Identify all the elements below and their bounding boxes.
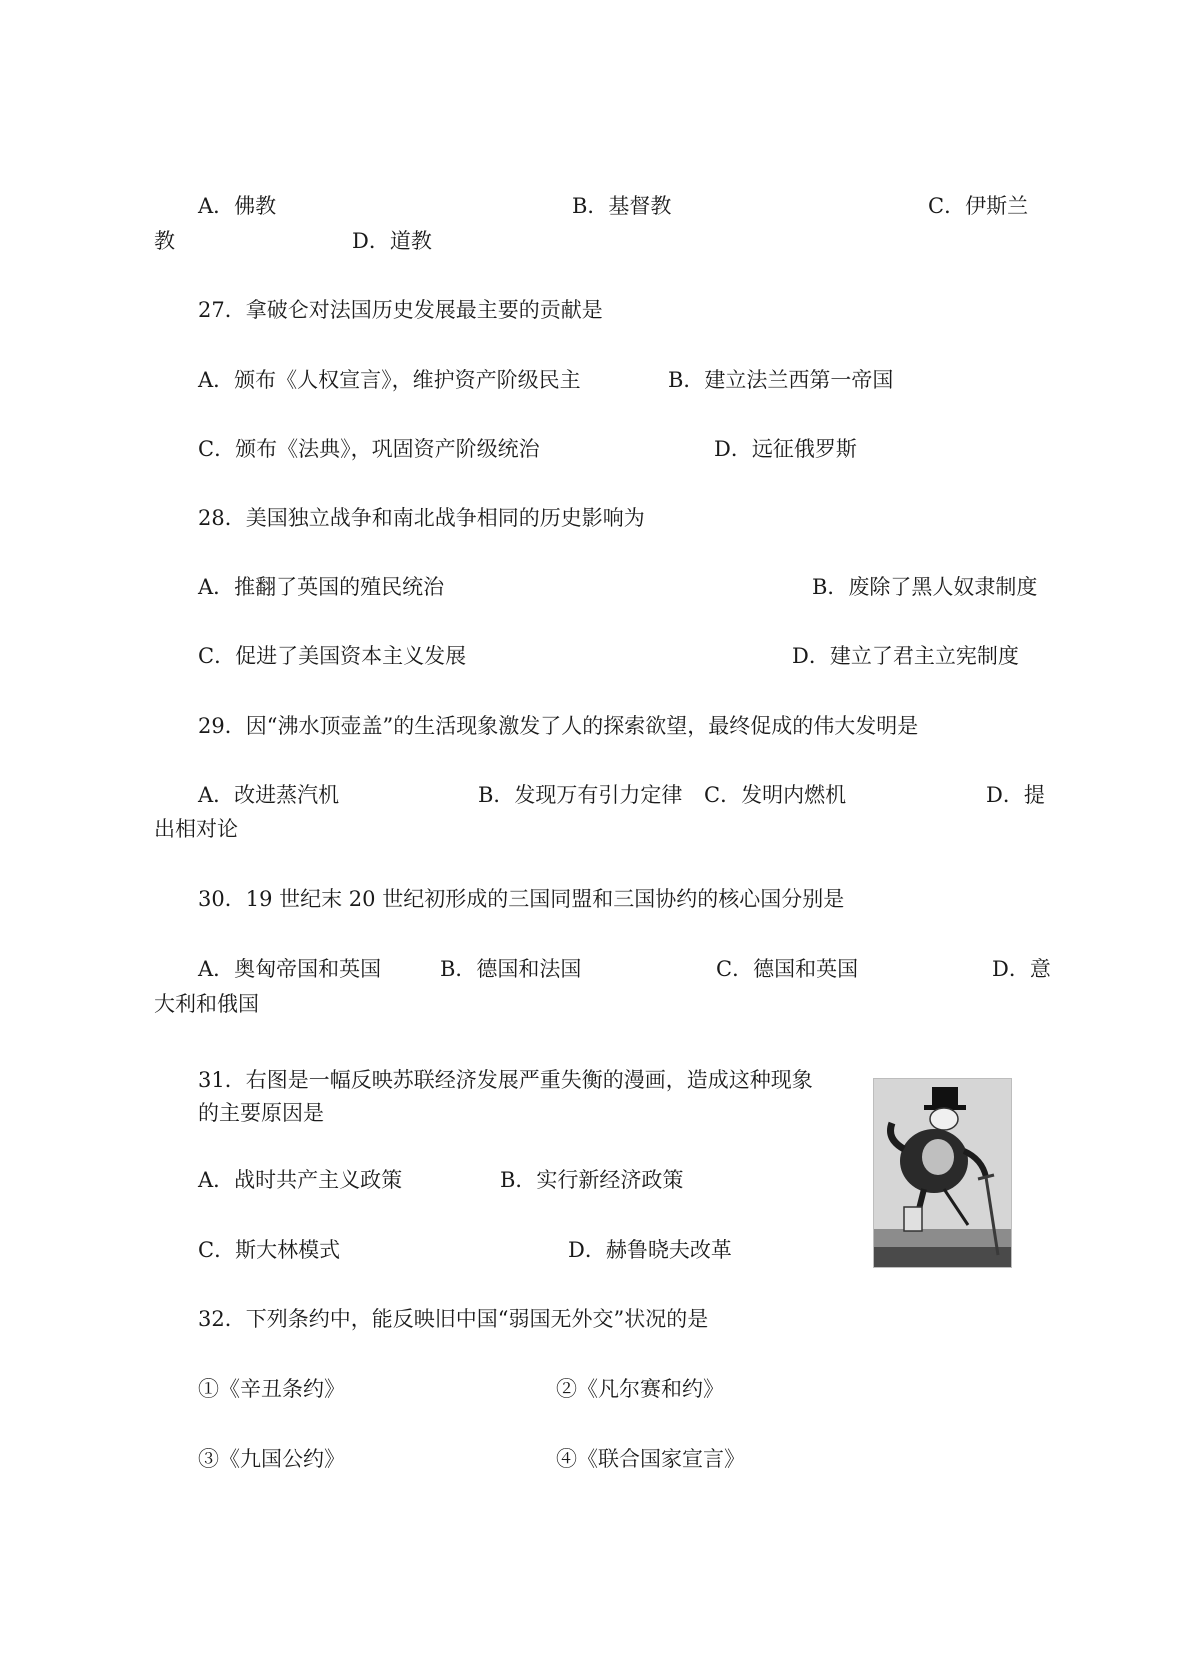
q31-option-a: A．战时共产主义政策 xyxy=(198,1168,403,1192)
q28-option-d: D．建立了君主立宪制度 xyxy=(792,644,1019,668)
q30-option-b: B．德国和法国 xyxy=(440,957,582,981)
q27-stem: 27．拿破仑对法国历史发展最主要的贡献是 xyxy=(198,298,603,322)
q27-option-a: A．颁布《人权宣言》，维护资产阶级民主 xyxy=(198,368,581,392)
q32-item-4: ④《联合国家宣言》 xyxy=(556,1447,745,1471)
q29-option-d-continuation: 出相对论 xyxy=(154,817,238,841)
q31-stem-line-2: 的主要原因是 xyxy=(198,1101,324,1125)
q26-option-c: C．伊斯兰 xyxy=(928,194,1029,218)
q26-option-d: D．道教 xyxy=(352,229,432,253)
q31-stem-line-1: 31．右图是一幅反映苏联经济发展严重失衡的漫画，造成这种现象 xyxy=(198,1068,813,1092)
q26-option-c-continuation: 教 xyxy=(154,229,175,253)
q28-stem: 28．美国独立战争和南北战争相同的历史影响为 xyxy=(198,506,645,530)
q30-option-c: C．德国和英国 xyxy=(716,957,859,981)
q31-option-c: C．斯大林模式 xyxy=(198,1238,341,1262)
q32-stem: 32．下列条约中，能反映旧中国“弱国无外交”状况的是 xyxy=(198,1307,709,1331)
q29-stem: 29．因“沸水顶壶盖”的生活现象激发了人的探索欲望，最终促成的伟大发明是 xyxy=(198,714,919,738)
q30-option-d-continuation: 大利和俄国 xyxy=(154,992,259,1016)
q31-option-d: D．赫鲁晓夫改革 xyxy=(568,1238,732,1262)
q28-option-c: C．促进了美国资本主义发展 xyxy=(198,644,467,668)
q26-option-a: A．佛教 xyxy=(198,194,277,218)
q29-option-a: A．改进蒸汽机 xyxy=(198,783,340,807)
q27-option-d: D．远征俄罗斯 xyxy=(714,437,857,461)
q32-item-3: ③《九国公约》 xyxy=(198,1447,345,1471)
q26-option-b: B．基督教 xyxy=(572,194,672,218)
q29-option-c: C．发明内燃机 xyxy=(704,783,847,807)
q28-option-b: B．废除了黑人奴隶制度 xyxy=(812,575,1038,599)
q29-option-b: B．发现万有引力定律 xyxy=(478,783,683,807)
q30-option-a: A．奥匈帝国和英国 xyxy=(198,957,382,981)
q27-option-c: C．颁布《法典》，巩固资产阶级统治 xyxy=(198,437,540,461)
q31-option-b: B．实行新经济政策 xyxy=(500,1168,684,1192)
q28-option-a: A．推翻了英国的殖民统治 xyxy=(198,575,445,599)
q30-option-d: D．意 xyxy=(992,957,1051,981)
q32-item-2: ②《凡尔赛和约》 xyxy=(556,1377,724,1401)
q32-item-1: ①《辛丑条约》 xyxy=(198,1377,345,1401)
q29-option-d: D．提 xyxy=(986,783,1045,807)
soviet-economy-cartoon-image xyxy=(873,1078,1012,1268)
q30-stem: 30．19 世纪末 20 世纪初形成的三国同盟和三国协约的核心国分别是 xyxy=(198,887,845,911)
q27-option-b: B．建立法兰西第一帝国 xyxy=(668,368,894,392)
